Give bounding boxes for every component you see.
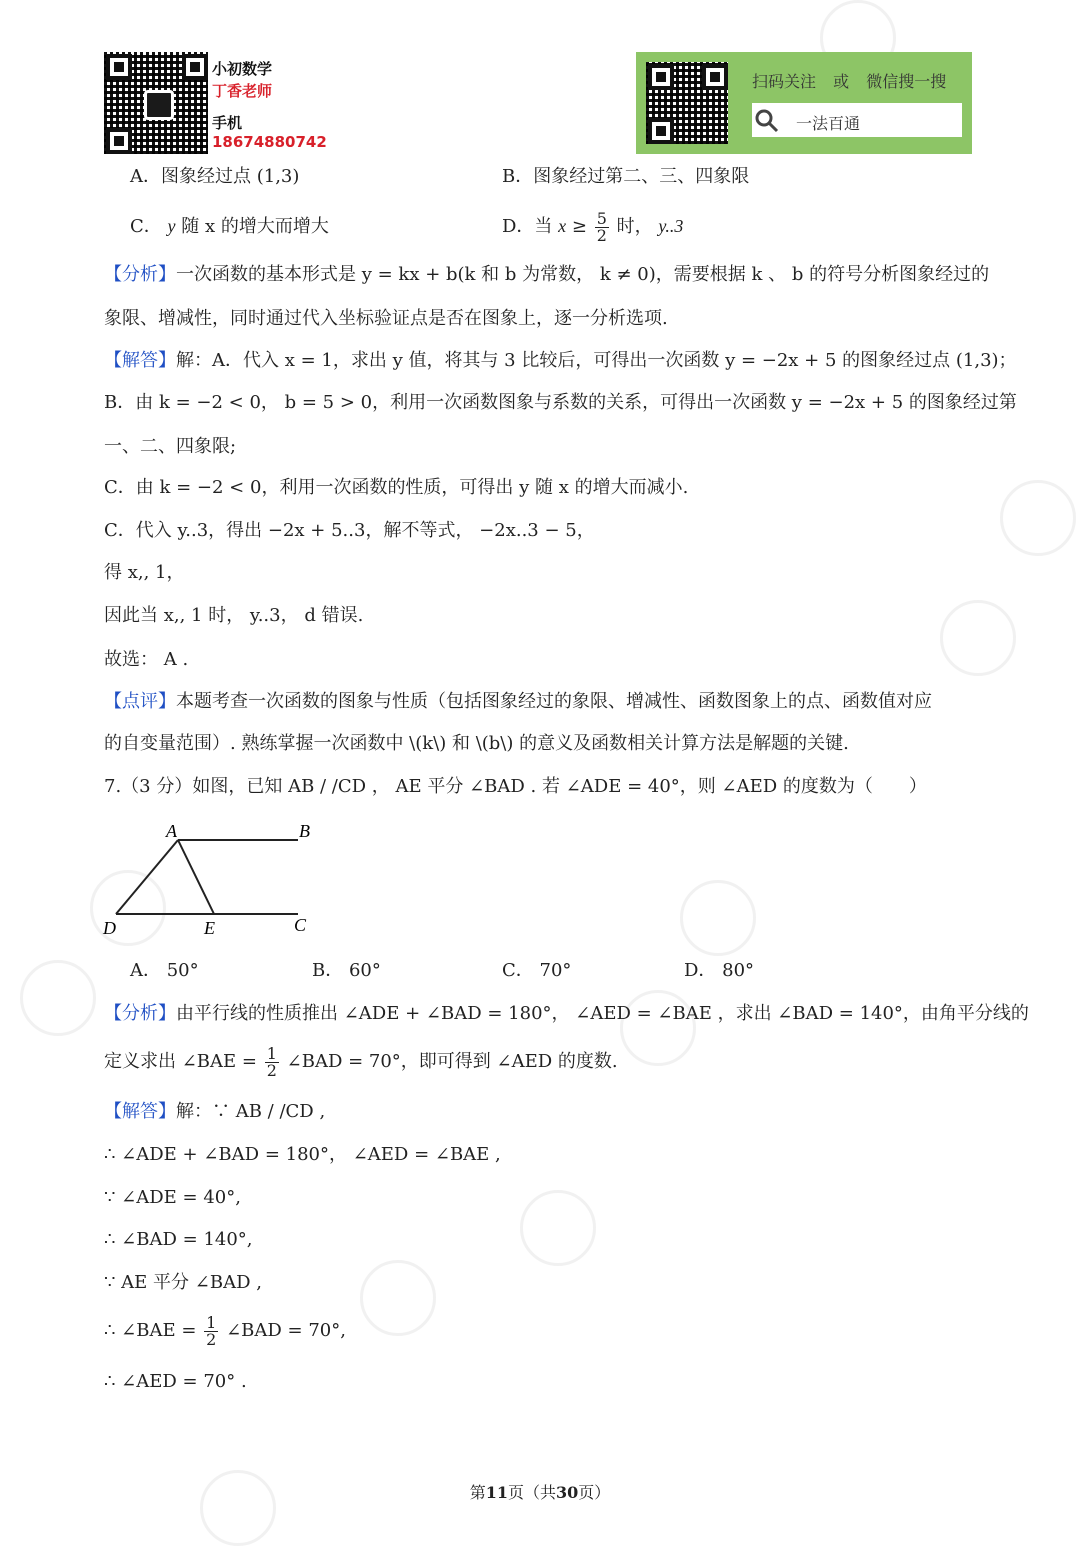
search-bar: [752, 103, 962, 137]
analysis-tag: 【分析】: [104, 1003, 176, 1024]
solution-1-line-7: 因此当 x,, 1 时， y..3， d 错误.: [104, 605, 364, 626]
solution-2-line-2: ∴ ∠ADE + ∠BAD = 180°， ∠AED = ∠BAE ,: [104, 1144, 501, 1165]
review-tag: 【点评】: [104, 691, 176, 712]
fraction: $\frac{5}{2}$: [596, 208, 607, 245]
search-keyword: 一法百通: [796, 114, 861, 133]
watermark-seal: [520, 1190, 596, 1266]
watermark-seal: [20, 960, 96, 1036]
solution-1-line-5: C．代入 y..3，得出 −2x + 5..3，解不等式， −2x..3 − 5，: [104, 520, 595, 541]
review-line-1: 【点评】本题考查一次函数的图象与性质（包括图象经过的象限、增减性、函数图象上的点、函数值对应: [104, 691, 932, 712]
q7-option-c: C． 70°: [502, 960, 572, 981]
analysis-tag: 【分析】: [104, 264, 176, 285]
header-phone: 18674880742: [212, 133, 327, 151]
solution-2-line-5: ∵ AE 平分 ∠BAD ,: [104, 1272, 262, 1293]
watermark-seal: [940, 600, 1016, 676]
point-label-b: B: [299, 821, 310, 841]
analysis-2-line-1: 【分析】由平行线的性质推出 ∠ADE + ∠BAD = 180°， ∠AED = ∠BAE ，求出 ∠BAD = 140°，由角平分线的: [104, 1003, 1029, 1024]
review-line-2: 的自变量范围）. 熟练掌握一次函数中 \(k\) 和 \(b\) 的意义及函数相关计算方法是解题的关键.: [104, 733, 849, 754]
point-label-d: D: [103, 918, 116, 938]
point-label-a: A: [166, 821, 177, 841]
qr-code-icon: [104, 52, 208, 154]
solution-2-line-3: ∵ ∠ADE = 40°,: [104, 1187, 241, 1208]
solution-1-line-4: C．由 k = −2 < 0，利用一次函数的性质，可得出 y 随 x 的增大而减小.: [104, 477, 689, 498]
total-pages: 30: [556, 1483, 579, 1502]
q6-option-c: C． y 随 x 的增大而增大: [130, 216, 329, 237]
wechat-logo-icon: [144, 90, 174, 120]
q7-option-d: D． 80°: [684, 960, 755, 981]
q7-option-a: A． 50°: [130, 960, 199, 981]
solution-2-line-1: 【解答】解：∵ AB / /CD ,: [104, 1101, 326, 1122]
solution-2-line-7: ∴ ∠AED = 70° .: [104, 1371, 247, 1392]
analysis-1-line-1: 【分析】一次函数的基本形式是 y = kx + b(k 和 b 为常数， k ≠ 0)，需要根据 k 、 b 的符号分析图象经过的: [104, 264, 990, 285]
watermark-seal: [680, 880, 756, 956]
header-teacher: 丁香老师: [212, 82, 273, 100]
point-label-e: E: [204, 918, 215, 938]
q6-option-a: A．图象经过点 (1,3): [130, 166, 300, 187]
solution-1-line-1: 【解答】解：A．代入 x = 1，求出 y 值，将其与 3 比较后，可得出一次函数 y = −2x + 5 的图象经过点 (1,3)；: [104, 350, 1017, 371]
solution-1-line-2: B．由 k = −2 < 0， b = 5 > 0，利用一次函数图象与系数的关系，可得出一次函数 y = −2x + 5 的图象经过第: [104, 392, 1017, 413]
current-page: 11: [485, 1483, 508, 1502]
header-title: 小初数学: [212, 60, 273, 78]
follow-text: 扫码关注: [752, 72, 817, 91]
solution-2-line-6: ∴ ∠BAE = $\frac{1}{2}$ ∠BAD = 70°,: [104, 1312, 346, 1349]
wechat-search-text: 微信搜一搜: [866, 72, 947, 91]
solution-1-line-6: 得 x,, 1，: [104, 562, 185, 583]
q7-geometry-figure: [100, 818, 330, 943]
header-phone-label: 手机: [212, 114, 243, 132]
solution-tag: 【解答】: [104, 1101, 176, 1122]
q7-option-b: B． 60°: [312, 960, 381, 981]
watermark-seal: [1000, 480, 1076, 556]
q6-option-b: B．图象经过第二、三、四象限: [502, 166, 750, 187]
fraction: $\frac{1}{2}$: [206, 1312, 217, 1349]
analysis-1-line-2: 象限、增减性，同时通过代入坐标验证点是否在图象上，逐一分析选项.: [104, 308, 668, 329]
analysis-2-line-2: 定义求出 ∠BAE = $\frac{1}{2}$ ∠BAD = 70°，即可得到 ∠AED 的度数.: [104, 1043, 618, 1080]
solution-tag: 【解答】: [104, 350, 176, 371]
point-label-c: C: [294, 915, 307, 935]
fraction: $\frac{1}{2}$: [266, 1043, 277, 1080]
solution-1-line-8: 故选： A .: [104, 649, 189, 670]
solution-2-line-4: ∴ ∠BAD = 140°,: [104, 1229, 253, 1250]
solution-1-line-3: 一、二、四象限;: [104, 436, 237, 457]
search-icon: [754, 108, 780, 134]
watermark-seal: [360, 1260, 436, 1336]
page-footer: 第11页（共30页）: [469, 1483, 611, 1502]
q7-stem: 7.（3 分）如图，已知 AB / /CD ， AE 平分 ∠BAD . 若 ∠ADE = 40°，则 ∠AED 的度数为（ ）: [104, 776, 927, 797]
or-text: 或: [833, 72, 850, 91]
q6-option-d: D．当 x ≥ $\frac{5}{2}$ 时， y..3: [502, 208, 684, 245]
qr-code-icon: [646, 62, 728, 144]
